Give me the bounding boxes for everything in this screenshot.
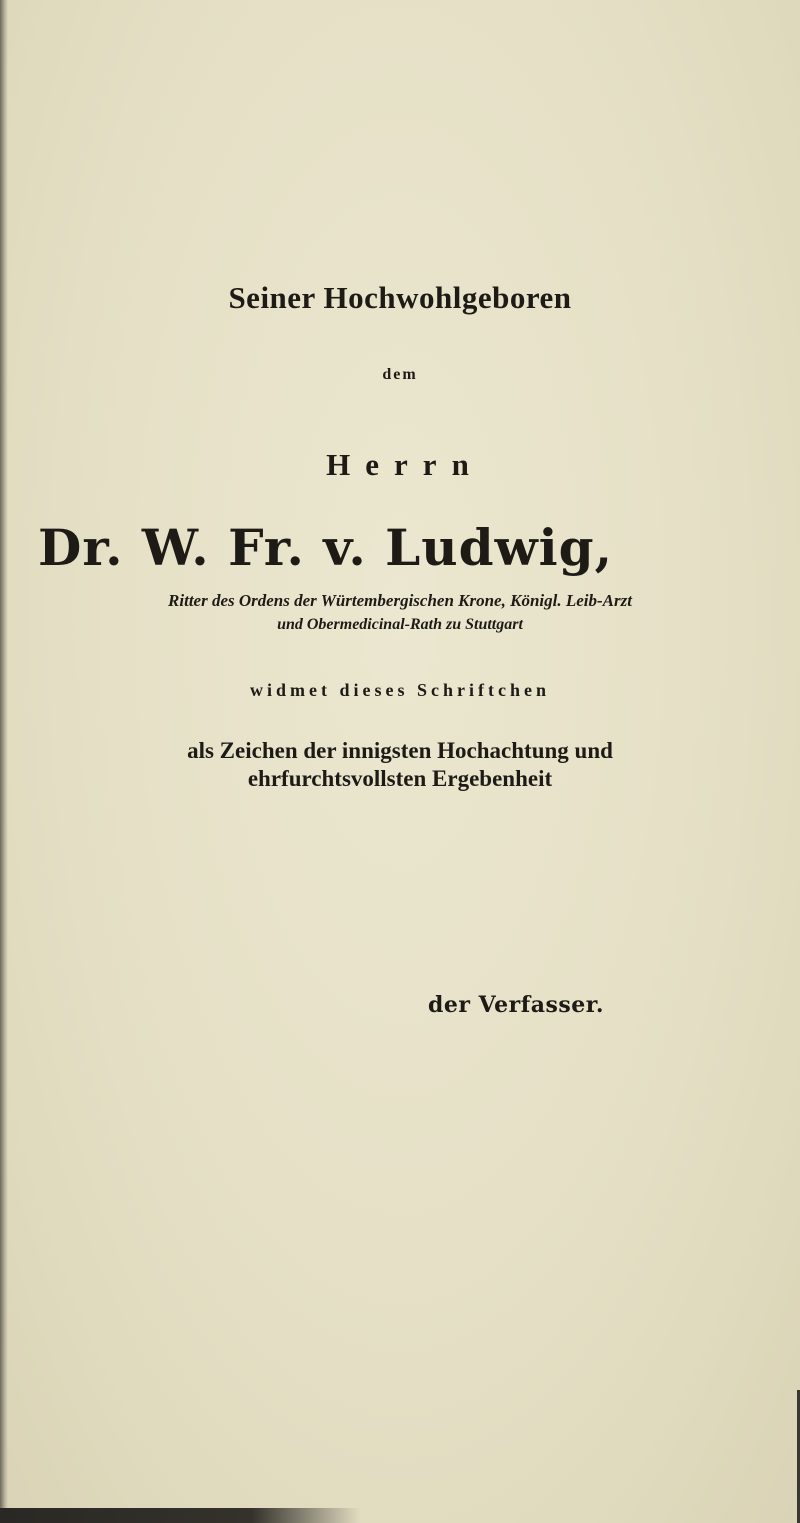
dedication-article: dem — [382, 366, 418, 383]
author-signature: der Verfasser. — [428, 992, 604, 1018]
page-bottom-edge — [0, 1508, 360, 1523]
tribute-line-1: als Zeichen der innigsten Hochachtung und — [187, 738, 613, 763]
tribute-line-2: ehrfurchtsvollsten Ergebenheit — [247, 766, 553, 791]
dedicatee-titles-line-2: und Obermedicinal-Rath zu Stuttgart — [277, 616, 523, 633]
dedication-salutation: Herrn — [326, 447, 484, 482]
dedicatee-titles-line-1: Ritter des Ordens der Würtembergischen Krone, Königl. Leib-Arzt — [168, 591, 632, 610]
dedication-title: Seiner Hochwohlgeboren — [228, 280, 572, 315]
dedicatee-name: Dr. W. Fr. v. Ludwig, — [38, 518, 614, 577]
dedication-verb-line: widmet dieses Schriftchen — [250, 680, 550, 700]
